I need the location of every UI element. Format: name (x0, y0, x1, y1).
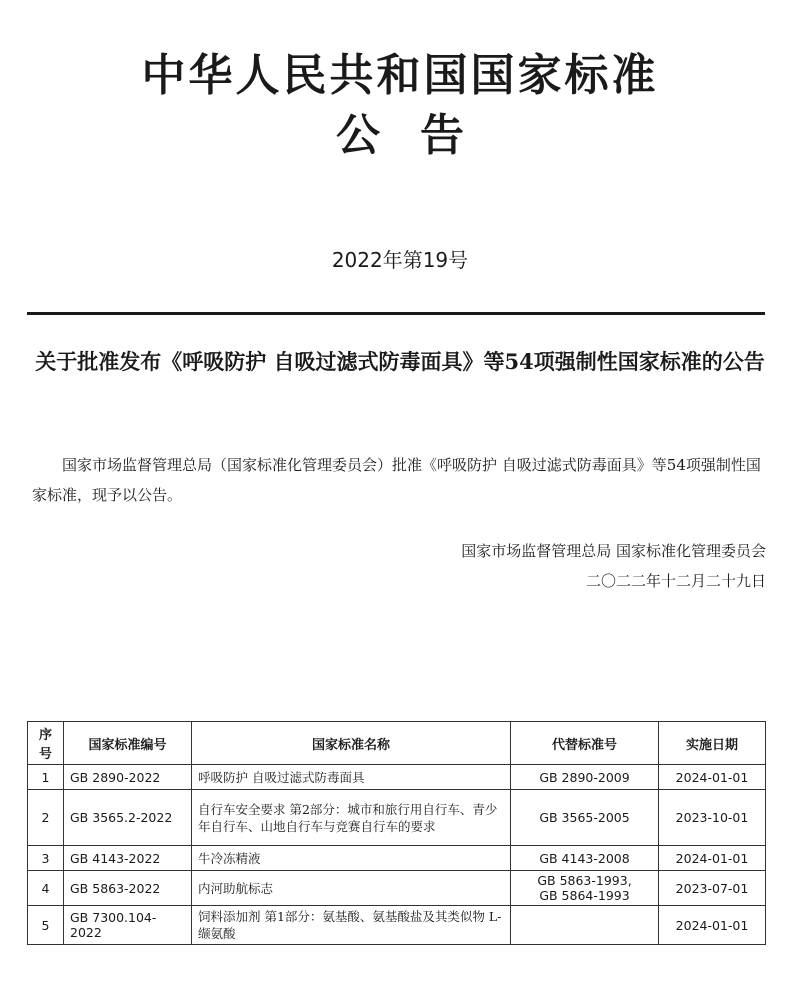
issue-date: 二〇二二年十二月二十九日 (585, 572, 766, 590)
row-replaces: GB 5863-1993, GB 5864-1993 (511, 871, 659, 906)
row-code: GB 7300.104-2022 (64, 906, 192, 945)
row-name: 自行车安全要求 第2部分：城市和旅行用自行车、青少年自行车、山地自行车与竞赛自行车的要求 (192, 790, 511, 846)
row-date: 2024-01-01 (659, 765, 766, 790)
header-code: 国家标准编号 (64, 722, 192, 765)
row-no: 2 (28, 790, 64, 846)
row-date: 2024-01-01 (659, 846, 766, 871)
row-code: GB 2890-2022 (64, 765, 192, 790)
table-row (28, 871, 766, 906)
row-name: 牛冷冻精液 (192, 846, 511, 871)
row-replaces: GB 3565-2005 (511, 790, 659, 846)
table-header-row (28, 722, 766, 765)
row-code: GB 4143-2022 (64, 846, 192, 871)
row-date: 2024-01-01 (659, 906, 766, 945)
row-no: 5 (28, 906, 64, 945)
issue-number: 2022年第19号 (331, 248, 469, 272)
row-name: 呼吸防护 自吸过滤式防毒面具 (192, 765, 511, 790)
row-date: 2023-07-01 (659, 871, 766, 906)
notice-body: 国家市场监督管理总局（国家标准化管理委员会）批准《呼吸防护 自吸过滤式防毒面具》等54项强制性国家标准，现予以公告。 (32, 456, 761, 504)
table-row (28, 765, 766, 790)
table-row (28, 906, 766, 945)
signature-block (461, 536, 766, 596)
row-replaces: GB 4143-2008 (511, 846, 659, 871)
header-name: 国家标准名称 (192, 722, 511, 765)
table-row (28, 846, 766, 871)
notice-title: 关于批准发布《呼吸防护 自吸过滤式防毒面具》等54项强制性国家标准的公告 (35, 349, 765, 374)
table-row (28, 790, 766, 846)
row-code: GB 3565.2-2022 (64, 790, 192, 846)
header-no: 序号 (28, 722, 64, 765)
header-divider (27, 312, 765, 315)
row-code: GB 5863-2022 (64, 871, 192, 906)
row-no: 3 (28, 846, 64, 871)
row-name: 内河助航标志 (192, 871, 511, 906)
row-replaces: GB 2890-2009 (511, 765, 659, 790)
row-no: 4 (28, 871, 64, 906)
row-replaces (511, 906, 659, 945)
document-subtitle: 公告 (336, 110, 504, 161)
standards-table (27, 721, 766, 945)
header-date: 实施日期 (659, 722, 766, 765)
issuing-authorities: 国家市场监督管理总局 国家标准化管理委员会 (461, 542, 766, 560)
document-title: 中华人民共和国国家标准 (141, 50, 659, 101)
row-name: 饲料添加剂 第1部分：氨基酸、氨基酸盐及其类似物 L-缬氨酸 (192, 906, 511, 945)
row-date: 2023-10-01 (659, 790, 766, 846)
header-replaces: 代替标准号 (511, 722, 659, 765)
row-no: 1 (28, 765, 64, 790)
